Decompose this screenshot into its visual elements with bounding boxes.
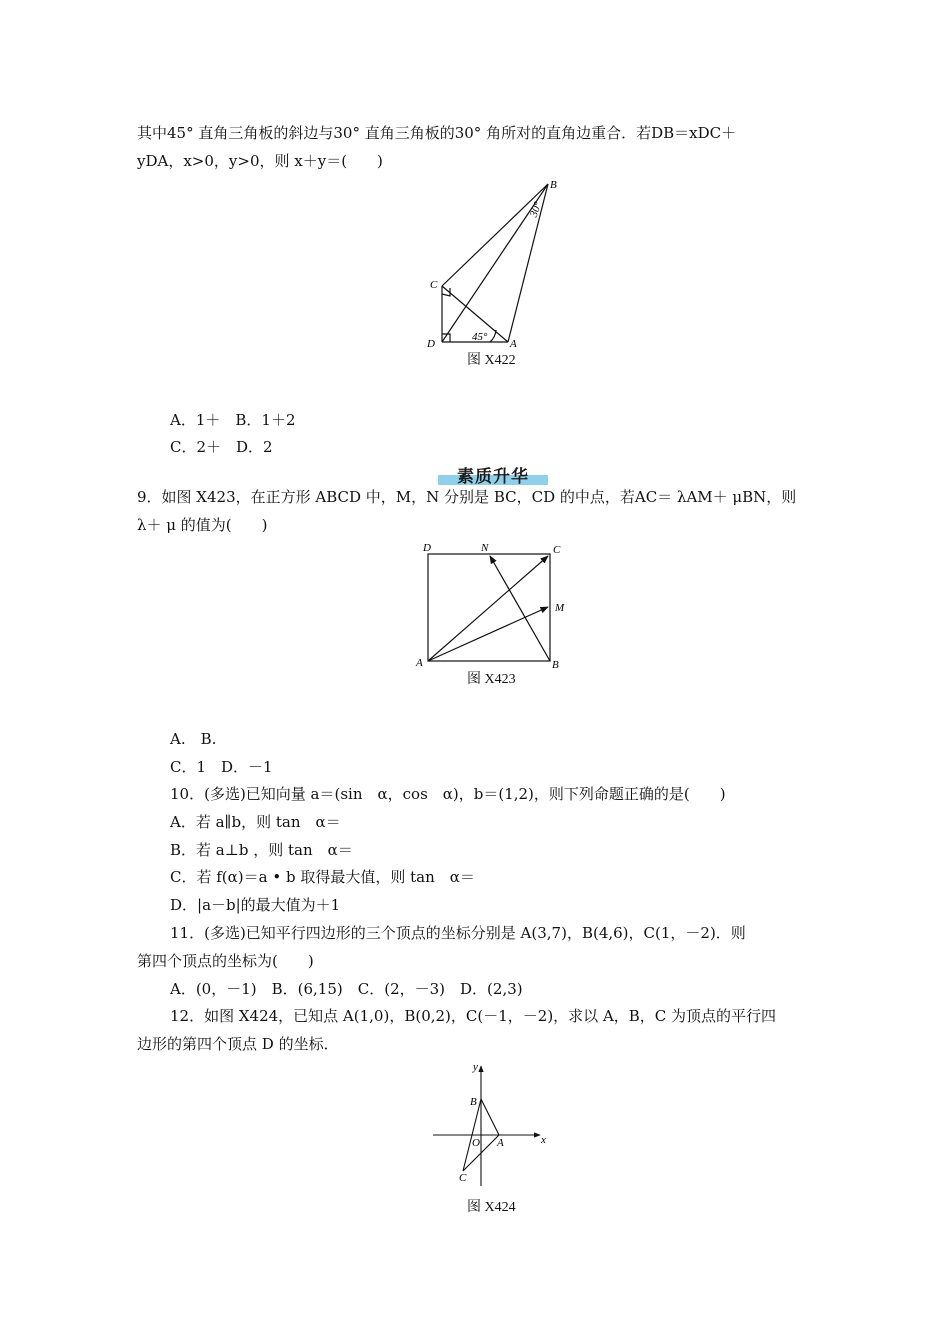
q9-text-line1: 9．如图 X423，在正方形 ABCD 中，M，N 分别是 BC，CD 的中点，若AC＝ λAM＋ μBN，则 bbox=[137, 488, 797, 506]
figure-x424-caption: 图 X424 bbox=[467, 1200, 516, 1215]
figure-x422 bbox=[420, 172, 570, 352]
q8-text-line1: 其中45° 直角三角板的斜边与30° 直角三角板的30° 角所对的直角边重合．若DB＝xDC＋ bbox=[137, 124, 737, 142]
q10-option-d: D．|a－b|的最大值为＋1 bbox=[170, 896, 341, 914]
x422-label-30: 30° bbox=[527, 200, 545, 219]
x423-label-n: N bbox=[481, 542, 489, 554]
x424-label-c: C bbox=[459, 1172, 467, 1184]
figure-x423-caption: 图 X423 bbox=[467, 672, 516, 687]
q11-options: A．(0，－1) B．(6,15) C．(2，－3) D．(2,3) bbox=[170, 980, 523, 998]
figure-x422-caption: 图 X422 bbox=[467, 353, 516, 368]
figure-x423 bbox=[415, 538, 575, 672]
q9-options-cd: C．1 D．－1 bbox=[170, 758, 273, 776]
x424-label-o: O bbox=[472, 1137, 480, 1149]
x424-label-y: y bbox=[473, 1061, 478, 1073]
x422-label-d: D bbox=[427, 338, 435, 350]
q11-text-line1: 11．(多选)已知平行四边形的三个顶点的坐标分别是 A(3,7)，B(4,6)，C(1，－2)．则 bbox=[170, 924, 746, 942]
q12-text-line1: 12．如图 X424，已知点 A(1,0)，B(0,2)，C(－1，－2)，求以 A，B，C 为顶点的平行四 bbox=[170, 1007, 777, 1025]
section-banner bbox=[438, 462, 548, 486]
x423-vector-bn bbox=[490, 556, 550, 661]
x424-label-a: A bbox=[497, 1137, 504, 1149]
x423-label-m: M bbox=[555, 602, 565, 614]
x423-vector-am bbox=[428, 607, 548, 661]
q10-text-line1: 10．(多选)已知向量 a＝(sin α，cos α)，b＝(1,2)，则下列命题正确的是( ) bbox=[170, 785, 726, 803]
x422-label-b: B bbox=[550, 179, 557, 191]
x424-label-x: x bbox=[541, 1134, 546, 1146]
x422-segment-bc bbox=[442, 184, 548, 286]
x423-vector-ac bbox=[428, 556, 548, 661]
q8-text-line2: yDA，x>0，y>0，则 x＋y＝( ) bbox=[137, 152, 383, 170]
x423-label-b: B bbox=[552, 659, 559, 671]
x422-label-45: 45° bbox=[472, 331, 488, 343]
x423-label-d: D bbox=[423, 542, 431, 554]
x423-label-c: C bbox=[553, 544, 561, 556]
x424-segment-ba bbox=[481, 1099, 499, 1135]
q10-option-b: B．若 a⊥b ，则 tan α＝ bbox=[170, 841, 353, 859]
q9-text-line2: λ＋ μ 的值为( ) bbox=[137, 516, 268, 534]
x422-label-a: A bbox=[510, 338, 517, 350]
figure-x424 bbox=[428, 1058, 558, 1190]
q9-options-ab: A. B. bbox=[170, 730, 217, 748]
q8-options-cd: C．2＋ D．2 bbox=[170, 438, 273, 456]
x423-label-a: A bbox=[416, 657, 423, 669]
x422-label-c: C bbox=[430, 279, 438, 291]
q10-option-c: C．若 f(α)＝a • b 取得最大值，则 tan α＝ bbox=[170, 868, 475, 886]
q8-options-ab: A．1＋ B．1＋2 bbox=[170, 411, 296, 429]
section-banner-title: 素质升华 bbox=[457, 467, 529, 487]
q12-text-line2: 边形的第四个顶点 D 的坐标． bbox=[137, 1035, 339, 1053]
q11-text-line2: 第四个顶点的坐标为( ) bbox=[137, 952, 314, 970]
x424-label-b: B bbox=[470, 1096, 477, 1108]
q10-option-a: A．若 a∥b，则 tan α＝ bbox=[170, 813, 341, 831]
